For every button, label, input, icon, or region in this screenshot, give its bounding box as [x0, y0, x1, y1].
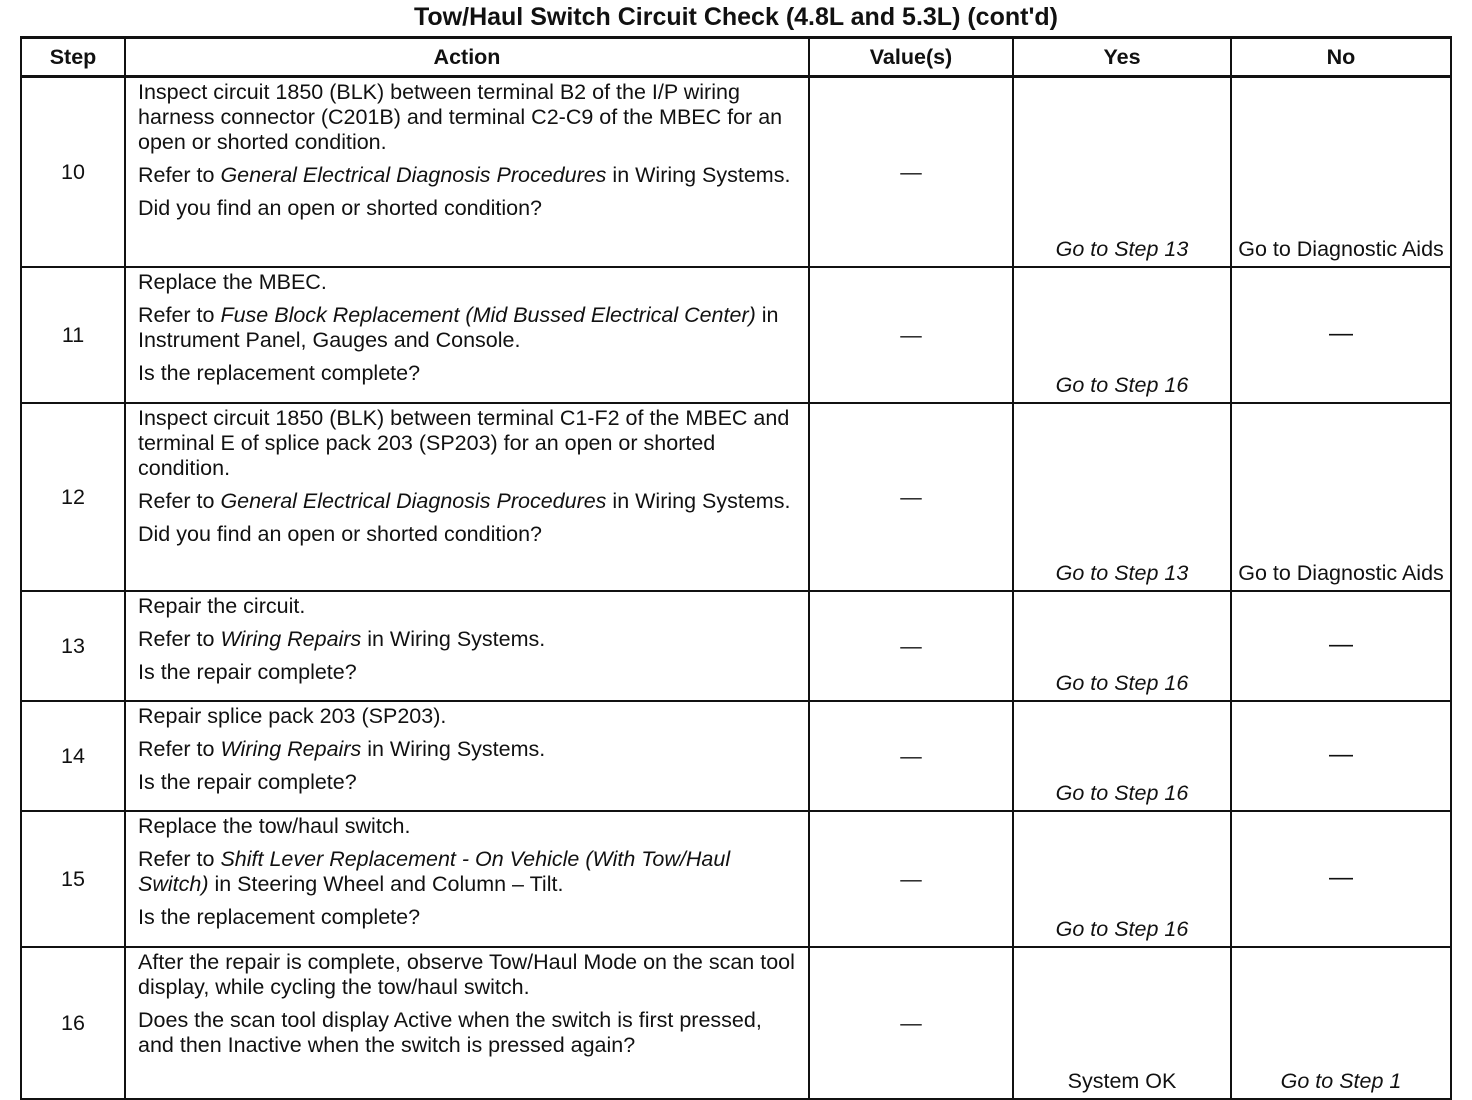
yes-cell[interactable]: Go to Step 16	[1013, 591, 1231, 701]
no-cell: —	[1231, 267, 1451, 403]
action-instruction: Inspect circuit 1850 (BLK) between terminal B2 of the I/P wiring harness connector (C201B) and terminal C2-C9 of the MBEC for an open or shorted condition.	[138, 80, 783, 154]
table-row	[21, 811, 1451, 947]
no-cell: —	[1231, 591, 1451, 701]
step-number: 14	[21, 701, 125, 811]
value-cell: —	[809, 77, 1013, 268]
header-step: Step	[21, 38, 125, 77]
yes-cell[interactable]: Go to Step 16	[1013, 811, 1231, 947]
table-header-row	[21, 38, 1451, 77]
step-number: 16	[21, 947, 125, 1099]
yes-cell[interactable]: Go to Step 13	[1013, 77, 1231, 268]
reference-link[interactable]: Wiring Repairs	[220, 627, 362, 651]
yes-cell[interactable]: Go to Step 16	[1013, 701, 1231, 811]
action-reference: Refer to General Electrical Diagnosis Procedures in Wiring Systems.	[138, 489, 791, 513]
action-question: Is the repair complete?	[138, 660, 357, 684]
value-cell: —	[809, 267, 1013, 403]
no-cell: —	[1231, 701, 1451, 811]
table-row	[21, 701, 1451, 811]
action-question: Is the repair complete?	[138, 770, 357, 794]
table-row	[21, 947, 1451, 1099]
action-cell	[125, 591, 809, 701]
header-no: No	[1231, 38, 1451, 77]
action-cell	[125, 811, 809, 947]
header-values: Value(s)	[809, 38, 1013, 77]
action-cell	[125, 701, 809, 811]
no-cell: —	[1231, 811, 1451, 947]
value-cell: —	[809, 947, 1013, 1099]
action-reference: Refer to General Electrical Diagnosis Procedures in Wiring Systems.	[138, 163, 791, 187]
action-reference: Refer to Shift Lever Replacement - On Vehicle (With Tow/Haul Switch) in Steering Wheel and Column – Tilt.	[138, 847, 731, 896]
action-cell	[125, 403, 809, 591]
yes-cell: System OK	[1013, 947, 1231, 1099]
action-instruction: Repair the circuit.	[138, 594, 306, 618]
value-cell: —	[809, 591, 1013, 701]
action-instruction: Replace the tow/haul switch.	[138, 814, 411, 838]
reference-link[interactable]: Shift Lever Replacement - On Vehicle (With Tow/Haul Switch)	[138, 847, 731, 896]
action-instruction: After the repair is complete, observe Tow/Haul Mode on the scan tool display, while cycling the tow/haul switch.	[138, 950, 795, 999]
action-cell	[125, 267, 809, 403]
header-action: Action	[125, 38, 809, 77]
action-question: Did you find an open or shorted condition?	[138, 522, 542, 546]
page-title: Tow/Haul Switch Circuit Check (4.8L and 5.3L) (cont'd)	[414, 3, 1058, 31]
step-number: 12	[21, 403, 125, 591]
diagnostic-table	[20, 36, 1452, 1100]
step-number: 13	[21, 591, 125, 701]
no-cell[interactable]: Go to Diagnostic Aids	[1231, 403, 1451, 591]
table-row	[21, 267, 1451, 403]
value-cell: —	[809, 701, 1013, 811]
action-question: Does the scan tool display Active when the switch is first pressed, and then Inactive when the switch is pressed again?	[138, 1008, 762, 1057]
action-instruction: Inspect circuit 1850 (BLK) between terminal C1-F2 of the MBEC and terminal E of splice pack 203 (SP203) for an open or shorted condition.	[138, 406, 790, 480]
no-cell[interactable]: Go to Step 1	[1231, 947, 1451, 1099]
action-question: Did you find an open or shorted condition?	[138, 196, 542, 220]
step-number: 11	[21, 267, 125, 403]
action-cell	[125, 947, 809, 1099]
action-reference: Refer to Wiring Repairs in Wiring Systems.	[138, 737, 546, 761]
action-instruction: Repair splice pack 203 (SP203).	[138, 704, 447, 728]
value-cell: —	[809, 403, 1013, 591]
action-reference: Refer to Fuse Block Replacement (Mid Bussed Electrical Center) in Instrument Panel, Gauges and Console.	[138, 303, 779, 352]
reference-link[interactable]: Fuse Block Replacement (Mid Bussed Electrical Center)	[220, 303, 756, 327]
action-reference: Refer to Wiring Repairs in Wiring Systems.	[138, 627, 546, 651]
reference-link[interactable]: General Electrical Diagnosis Procedures	[220, 163, 607, 187]
yes-cell[interactable]: Go to Step 16	[1013, 267, 1231, 403]
yes-cell[interactable]: Go to Step 13	[1013, 403, 1231, 591]
table-row	[21, 403, 1451, 591]
action-question: Is the replacement complete?	[138, 905, 421, 929]
reference-link[interactable]: General Electrical Diagnosis Procedures	[220, 489, 607, 513]
step-number: 10	[21, 77, 125, 268]
header-yes: Yes	[1013, 38, 1231, 77]
action-cell	[125, 77, 809, 268]
action-question: Is the replacement complete?	[138, 361, 421, 385]
step-number: 15	[21, 811, 125, 947]
value-cell: —	[809, 811, 1013, 947]
table-row	[21, 77, 1451, 268]
action-instruction: Replace the MBEC.	[138, 270, 327, 294]
no-cell[interactable]: Go to Diagnostic Aids	[1231, 77, 1451, 268]
reference-link[interactable]: Wiring Repairs	[220, 737, 362, 761]
table-row	[21, 591, 1451, 701]
